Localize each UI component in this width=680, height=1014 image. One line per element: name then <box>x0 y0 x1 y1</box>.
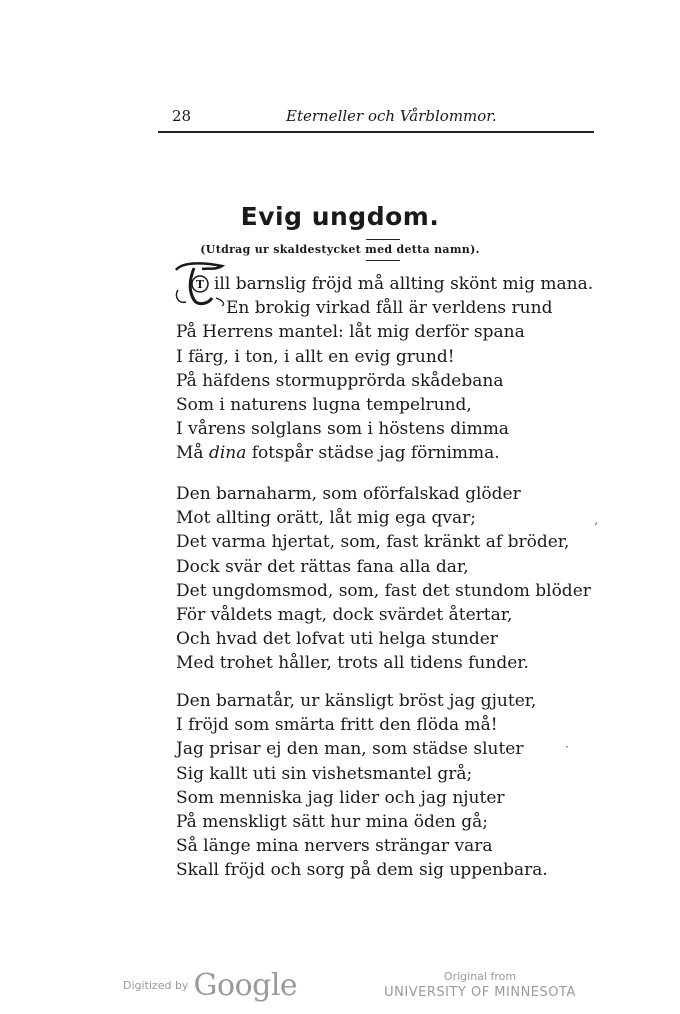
verse-line: ill barnslig fröjd må allting skönt mig mana. <box>214 274 594 294</box>
header-rule <box>158 131 594 133</box>
verse-line: För våldets magt, dock svärdet återtar, <box>176 605 513 626</box>
verse-line: Skall fröjd och sorg på dem sig uppenbara. <box>176 860 548 881</box>
poem-title: Evig ungdom. <box>240 202 440 231</box>
verse-line: En brokig virkad fåll är verldens rund <box>226 298 553 319</box>
margin-speck: ʻ <box>594 520 598 534</box>
verse-line: I färg, i ton, i allt en evig grund! <box>176 346 455 367</box>
verse-line <box>176 441 656 465</box>
verse-line-rest: fotspår städse jag förnimma. <box>251 443 500 464</box>
original-from-label: Original from <box>443 970 517 983</box>
verse-line: Den barnatår, ur känsligt bröst jag gjuter, <box>176 691 537 711</box>
margin-speck: · <box>565 740 569 754</box>
verse-line: I fröjd som smärta fritt den flöda må! <box>176 715 498 736</box>
google-logo: Google <box>193 968 298 1003</box>
running-header <box>158 107 598 137</box>
page-number: 28 <box>172 107 192 125</box>
subtitle-rule-top <box>366 239 400 240</box>
digitized-by-watermark <box>123 968 297 1008</box>
verse-line: Mot allting orätt, låt mig ega qvar; <box>176 508 476 529</box>
verse-line: På Herrens mantel: låt mig derför spana <box>176 322 525 343</box>
subtitle-rule-bottom <box>366 260 400 261</box>
verse-line: Jag prisar ej den man, som städse sluter <box>176 739 524 760</box>
verse-line: Med trohet håller, trots all tidens funder. <box>176 653 529 674</box>
verse-line: Det ungdomsmod, som, fast det stundom blöder <box>176 580 591 601</box>
poem-subtitle: (Utdrag ur skaldestycket med detta namn). <box>200 243 480 256</box>
university-label: UNIVERSITY OF MINNESOTA <box>384 985 576 1000</box>
italic-word: dina <box>208 443 247 464</box>
verse-line: Det varma hjertat, som, fast kränkt af bröder, <box>176 532 570 553</box>
stanza-1 <box>176 272 656 466</box>
verse-line: Och hvad det lofvat uti helga stunder <box>176 629 498 650</box>
verse-line: Som i naturens lugna tempelrund, <box>176 395 472 416</box>
verse-line: Som menniska jag lider och jag njuter <box>176 787 505 808</box>
digitized-by-label: Digitized by <box>123 979 189 992</box>
dropcap-letter: T <box>195 278 205 291</box>
verse-line: På häfdens stormupprörda skådebana <box>176 370 504 391</box>
stanza-2 <box>176 482 656 676</box>
verse-word: Må <box>176 443 204 464</box>
verse-line: Den barnaharm, som oförfalskad glöder <box>176 484 521 504</box>
stanza-3 <box>176 689 656 883</box>
verse-line: I vårens solglans som i höstens dimma <box>176 419 509 440</box>
verse-line: Sig kallt uti sin vishetsmantel grå; <box>176 763 473 784</box>
verse-line: På menskligt sätt hur mina öden gå; <box>176 812 489 833</box>
verse-line: Så länge mina nervers strängar vara <box>176 836 493 857</box>
source-watermark <box>380 970 580 1000</box>
running-title: Eterneller och Vårblommor. <box>286 107 497 125</box>
verse-line: Dock svär det rättas fana alla dar, <box>176 556 469 577</box>
